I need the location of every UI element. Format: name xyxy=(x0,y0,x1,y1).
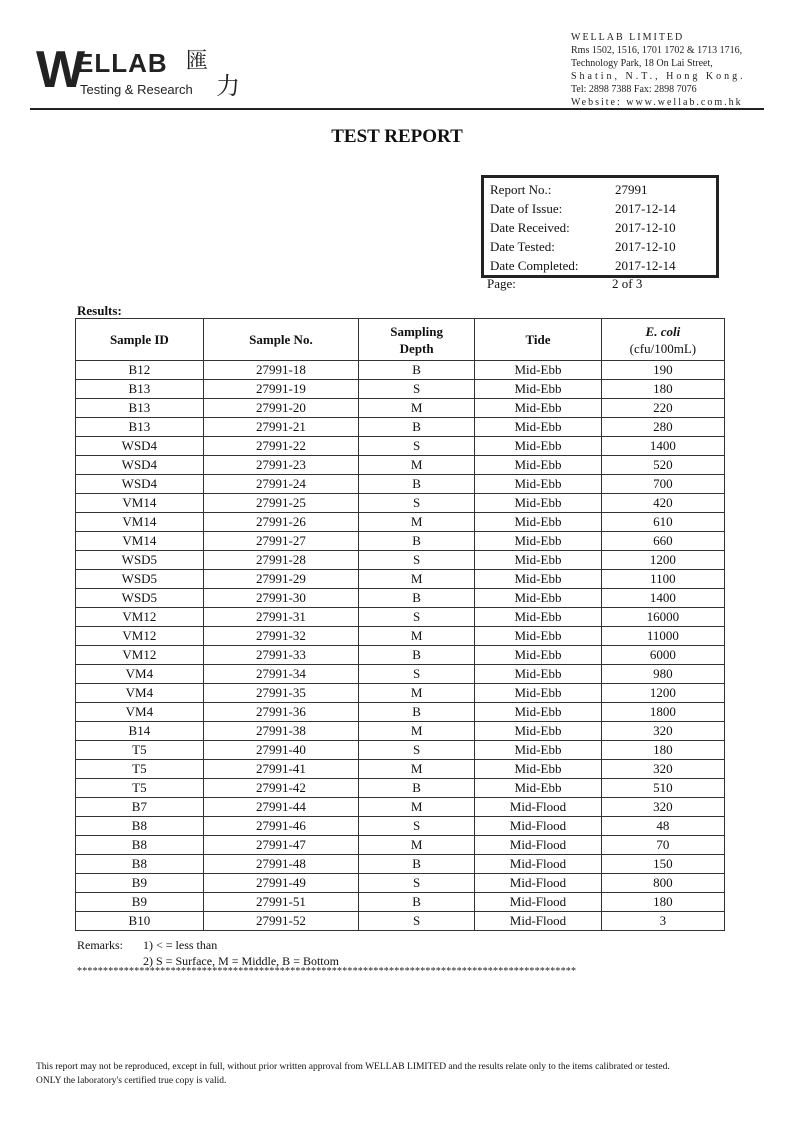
cell-sample-no: 27991-41 xyxy=(203,760,358,779)
cell-ecoli: 180 xyxy=(601,741,724,760)
cell-tide: Mid-Ebb xyxy=(475,684,602,703)
cell-sample-id: B13 xyxy=(76,399,204,418)
logo-chinese-1: 匯 xyxy=(186,48,209,73)
info-value: 2017-12-10 xyxy=(615,220,676,235)
cell-sample-no: 27991-42 xyxy=(203,779,358,798)
table-body xyxy=(76,361,725,931)
cell-sample-id: WSD5 xyxy=(76,589,204,608)
cell-sample-no: 27991-21 xyxy=(203,418,358,437)
cell-ecoli: 320 xyxy=(601,798,724,817)
logo-text: ELLAB xyxy=(76,48,168,78)
cell-sample-id: B7 xyxy=(76,798,204,817)
cell-sample-no: 27991-48 xyxy=(203,855,358,874)
cell-sample-no: 27991-20 xyxy=(203,399,358,418)
table-row xyxy=(76,608,725,627)
wellab-logo xyxy=(36,41,240,104)
cell-tide: Mid-Ebb xyxy=(475,589,602,608)
cell-tide: Mid-Flood xyxy=(475,874,602,893)
cell-tide: Mid-Ebb xyxy=(475,513,602,532)
cell-ecoli: 220 xyxy=(601,399,724,418)
results-table xyxy=(75,318,725,931)
cell-sample-id: B8 xyxy=(76,836,204,855)
header-tide: Tide xyxy=(475,319,602,361)
footer-line-2: ONLY the laboratory's certified true copy is valid. xyxy=(36,1076,227,1086)
header-depth-line-1: Sampling xyxy=(390,323,443,339)
header-ecoli-line-1 xyxy=(602,323,724,340)
cell-tide: Mid-Ebb xyxy=(475,494,602,513)
cell-ecoli: 980 xyxy=(601,665,724,684)
cell-ecoli: 520 xyxy=(601,456,724,475)
table-row xyxy=(76,456,725,475)
cell-sample-no: 27991-49 xyxy=(203,874,358,893)
cell-sample-no: 27991-36 xyxy=(203,703,358,722)
report-title: TEST REPORT xyxy=(331,126,463,147)
cell-sample-id: VM4 xyxy=(76,703,204,722)
info-row-report-no xyxy=(484,180,716,199)
cell-sample-id: VM12 xyxy=(76,608,204,627)
logo-tagline: Testing & Research xyxy=(80,82,193,97)
table-row xyxy=(76,646,725,665)
cell-depth: S xyxy=(359,551,475,570)
cell-tide: Mid-Ebb xyxy=(475,418,602,437)
cell-sample-no: 27991-30 xyxy=(203,589,358,608)
cell-depth: M xyxy=(359,627,475,646)
cell-depth: M xyxy=(359,684,475,703)
table-row xyxy=(76,817,725,836)
cell-ecoli: 180 xyxy=(601,380,724,399)
table-row xyxy=(76,437,725,456)
table-row xyxy=(76,779,725,798)
cell-ecoli: 1400 xyxy=(601,589,724,608)
cell-depth: M xyxy=(359,798,475,817)
cell-tide: Mid-Ebb xyxy=(475,779,602,798)
cell-sample-no: 27991-34 xyxy=(203,665,358,684)
footer-disclaimer xyxy=(36,1060,776,1088)
table-row xyxy=(76,741,725,760)
info-label: Report No.: xyxy=(490,182,552,197)
cell-sample-id: B8 xyxy=(76,817,204,836)
header-ecoli-unit: (cfu/100mL) xyxy=(629,340,697,356)
cell-sample-no: 27991-31 xyxy=(203,608,358,627)
info-label: Date Completed: xyxy=(490,258,579,273)
table-row xyxy=(76,494,725,513)
cell-ecoli: 180 xyxy=(601,893,724,912)
remark-2: 2) S = Surface, M = Middle, B = Bottom xyxy=(143,954,339,968)
results-label: Results: xyxy=(77,303,122,318)
cell-ecoli: 3 xyxy=(601,912,724,931)
table-row xyxy=(76,399,725,418)
header-depth-line-2: Depth xyxy=(399,340,434,356)
info-value: 2017-12-14 xyxy=(615,258,676,273)
table-row xyxy=(76,703,725,722)
info-row-date-tested xyxy=(484,237,716,256)
cell-sample-no: 27991-22 xyxy=(203,437,358,456)
cell-sample-id: VM12 xyxy=(76,646,204,665)
cell-depth: M xyxy=(359,760,475,779)
table-row xyxy=(76,893,725,912)
info-value: 2017-12-10 xyxy=(615,239,676,254)
cell-tide: Mid-Ebb xyxy=(475,665,602,684)
cell-sample-id: T5 xyxy=(76,779,204,798)
cell-depth: B xyxy=(359,893,475,912)
cell-depth: S xyxy=(359,437,475,456)
cell-sample-id: VM12 xyxy=(76,627,204,646)
cell-sample-id: B13 xyxy=(76,380,204,399)
info-label: Date Received: xyxy=(490,220,570,235)
table-row xyxy=(76,361,725,380)
info-label: Date Tested: xyxy=(490,239,555,254)
cell-ecoli: 320 xyxy=(601,760,724,779)
cell-depth: S xyxy=(359,817,475,836)
cell-sample-id: B12 xyxy=(76,361,204,380)
cell-sample-id: VM4 xyxy=(76,684,204,703)
table-row xyxy=(76,532,725,551)
cell-tide: Mid-Ebb xyxy=(475,760,602,779)
cell-tide: Mid-Flood xyxy=(475,798,602,817)
cell-tide: Mid-Flood xyxy=(475,912,602,931)
cell-tide: Mid-Ebb xyxy=(475,475,602,494)
cell-depth: S xyxy=(359,874,475,893)
cell-tide: Mid-Flood xyxy=(475,836,602,855)
cell-depth: S xyxy=(359,665,475,684)
cell-ecoli: 510 xyxy=(601,779,724,798)
logo-letter-w: W xyxy=(36,41,82,99)
cell-depth: B xyxy=(359,646,475,665)
cell-ecoli: 320 xyxy=(601,722,724,741)
cell-tide: Mid-Ebb xyxy=(475,437,602,456)
cell-tide: Mid-Ebb xyxy=(475,380,602,399)
cell-ecoli: 1800 xyxy=(601,703,724,722)
table-row xyxy=(76,912,725,931)
cell-depth: S xyxy=(359,608,475,627)
cell-depth: B xyxy=(359,361,475,380)
cell-sample-no: 27991-23 xyxy=(203,456,358,475)
company-address-line-2: Technology Park, 18 On Lai Street, xyxy=(571,58,713,69)
table-header-row xyxy=(76,319,725,361)
cell-ecoli: 280 xyxy=(601,418,724,437)
report-info-box xyxy=(481,175,719,278)
cell-tide: Mid-Ebb xyxy=(475,741,602,760)
cell-tide: Mid-Flood xyxy=(475,855,602,874)
cell-sample-id: WSD4 xyxy=(76,475,204,494)
cell-ecoli: 800 xyxy=(601,874,724,893)
cell-sample-id: VM14 xyxy=(76,532,204,551)
info-row-date-of-issue xyxy=(484,199,716,218)
cell-depth: S xyxy=(359,494,475,513)
cell-ecoli: 1400 xyxy=(601,437,724,456)
info-row-date-received xyxy=(484,218,716,237)
cell-sample-id: B8 xyxy=(76,855,204,874)
cell-tide: Mid-Ebb xyxy=(475,703,602,722)
header-sampling-depth xyxy=(359,319,475,361)
header-ecoli xyxy=(601,319,724,361)
cell-sample-id: T5 xyxy=(76,741,204,760)
cell-ecoli: 1100 xyxy=(601,570,724,589)
header-divider xyxy=(30,108,764,110)
cell-depth: M xyxy=(359,570,475,589)
cell-tide: Mid-Flood xyxy=(475,893,602,912)
cell-sample-no: 27991-35 xyxy=(203,684,358,703)
company-address-block xyxy=(571,31,746,109)
cell-ecoli: 420 xyxy=(601,494,724,513)
table-row xyxy=(76,855,725,874)
table-row xyxy=(76,570,725,589)
table-row xyxy=(76,589,725,608)
table-row xyxy=(76,418,725,437)
cell-ecoli: 1200 xyxy=(601,684,724,703)
cell-ecoli: 48 xyxy=(601,817,724,836)
cell-sample-no: 27991-19 xyxy=(203,380,358,399)
cell-sample-no: 27991-51 xyxy=(203,893,358,912)
cell-depth: M xyxy=(359,722,475,741)
cell-sample-id: WSD4 xyxy=(76,437,204,456)
ecoli-label: E. coli xyxy=(645,323,681,339)
cell-sample-id: B14 xyxy=(76,722,204,741)
cell-sample-no: 27991-38 xyxy=(203,722,358,741)
cell-depth: B xyxy=(359,779,475,798)
cell-ecoli: 6000 xyxy=(601,646,724,665)
cell-depth: S xyxy=(359,912,475,931)
cell-sample-id: B9 xyxy=(76,874,204,893)
cell-depth: B xyxy=(359,532,475,551)
cell-sample-id: T5 xyxy=(76,760,204,779)
cell-sample-no: 27991-46 xyxy=(203,817,358,836)
table-row xyxy=(76,874,725,893)
remarks-block xyxy=(77,937,339,969)
company-address-line-3: Shatin, N.T., Hong Kong. xyxy=(571,71,746,82)
remarks-label: Remarks: xyxy=(77,938,123,952)
info-value: 2017-12-14 xyxy=(615,201,676,216)
table-row xyxy=(76,798,725,817)
cell-sample-no: 27991-24 xyxy=(203,475,358,494)
end-separator: ************************************************************************************************ xyxy=(77,966,577,977)
page-label: Page: xyxy=(487,276,516,291)
cell-sample-no: 27991-27 xyxy=(203,532,358,551)
cell-tide: Mid-Ebb xyxy=(475,456,602,475)
logo-chinese-2: 力 xyxy=(216,74,240,100)
table-row xyxy=(76,551,725,570)
cell-depth: B xyxy=(359,703,475,722)
cell-sample-no: 27991-40 xyxy=(203,741,358,760)
cell-sample-no: 27991-44 xyxy=(203,798,358,817)
header-sample-no: Sample No. xyxy=(203,319,358,361)
info-value: 27991 xyxy=(615,182,648,197)
cell-tide: Mid-Ebb xyxy=(475,570,602,589)
cell-sample-id: VM14 xyxy=(76,494,204,513)
info-label: Date of Issue: xyxy=(490,201,563,216)
cell-sample-no: 27991-18 xyxy=(203,361,358,380)
table-row xyxy=(76,665,725,684)
cell-ecoli: 190 xyxy=(601,361,724,380)
table-row xyxy=(76,513,725,532)
info-row-date-completed xyxy=(484,256,716,275)
cell-sample-no: 27991-47 xyxy=(203,836,358,855)
cell-ecoli: 11000 xyxy=(601,627,724,646)
cell-sample-no: 27991-26 xyxy=(203,513,358,532)
cell-depth: M xyxy=(359,513,475,532)
cell-sample-no: 27991-28 xyxy=(203,551,358,570)
cell-ecoli: 16000 xyxy=(601,608,724,627)
cell-depth: B xyxy=(359,855,475,874)
cell-tide: Mid-Ebb xyxy=(475,627,602,646)
cell-tide: Mid-Ebb xyxy=(475,532,602,551)
cell-depth: M xyxy=(359,399,475,418)
cell-tide: Mid-Ebb xyxy=(475,551,602,570)
cell-tide: Mid-Flood xyxy=(475,817,602,836)
table-row xyxy=(76,627,725,646)
company-website: Website: www.wellab.com.hk xyxy=(571,97,743,108)
cell-sample-id: WSD4 xyxy=(76,456,204,475)
cell-sample-no: 27991-33 xyxy=(203,646,358,665)
cell-tide: Mid-Ebb xyxy=(475,646,602,665)
cell-sample-id: B9 xyxy=(76,893,204,912)
cell-depth: M xyxy=(359,456,475,475)
cell-ecoli: 660 xyxy=(601,532,724,551)
cell-sample-no: 27991-25 xyxy=(203,494,358,513)
cell-sample-no: 27991-32 xyxy=(203,627,358,646)
page-indicator xyxy=(487,276,642,292)
cell-sample-no: 27991-29 xyxy=(203,570,358,589)
cell-sample-no: 27991-52 xyxy=(203,912,358,931)
cell-ecoli: 700 xyxy=(601,475,724,494)
cell-tide: Mid-Ebb xyxy=(475,608,602,627)
cell-depth: S xyxy=(359,741,475,760)
cell-tide: Mid-Ebb xyxy=(475,399,602,418)
company-phone: Tel: 2898 7388 Fax: 2898 7076 xyxy=(571,84,697,95)
cell-tide: Mid-Ebb xyxy=(475,361,602,380)
cell-ecoli: 610 xyxy=(601,513,724,532)
cell-depth: M xyxy=(359,836,475,855)
footer-line-1: This report may not be reproduced, except in full, without prior written approval from WELLAB LIMITED and the results relate only to the items calibrated or tested. xyxy=(36,1062,670,1072)
cell-ecoli: 70 xyxy=(601,836,724,855)
page-value: 2 of 3 xyxy=(612,276,643,291)
cell-ecoli: 1200 xyxy=(601,551,724,570)
cell-depth: B xyxy=(359,589,475,608)
cell-sample-id: WSD5 xyxy=(76,570,204,589)
company-address-line-1: Rms 1502, 1516, 1701 1702 & 1713 1716, xyxy=(571,45,743,56)
cell-sample-id: B13 xyxy=(76,418,204,437)
table-row xyxy=(76,684,725,703)
cell-depth: B xyxy=(359,475,475,494)
cell-depth: B xyxy=(359,418,475,437)
cell-ecoli: 150 xyxy=(601,855,724,874)
company-name: WELLAB LIMITED xyxy=(571,32,685,43)
table-row xyxy=(76,475,725,494)
cell-sample-id: VM14 xyxy=(76,513,204,532)
table-row xyxy=(76,836,725,855)
table-row xyxy=(76,760,725,779)
header-sample-id: Sample ID xyxy=(76,319,204,361)
remark-1: 1) < = less than xyxy=(143,938,218,952)
cell-sample-id: B10 xyxy=(76,912,204,931)
cell-sample-id: WSD5 xyxy=(76,551,204,570)
cell-sample-id: VM4 xyxy=(76,665,204,684)
cell-tide: Mid-Ebb xyxy=(475,722,602,741)
table-row xyxy=(76,722,725,741)
cell-depth: S xyxy=(359,380,475,399)
table-row xyxy=(76,380,725,399)
